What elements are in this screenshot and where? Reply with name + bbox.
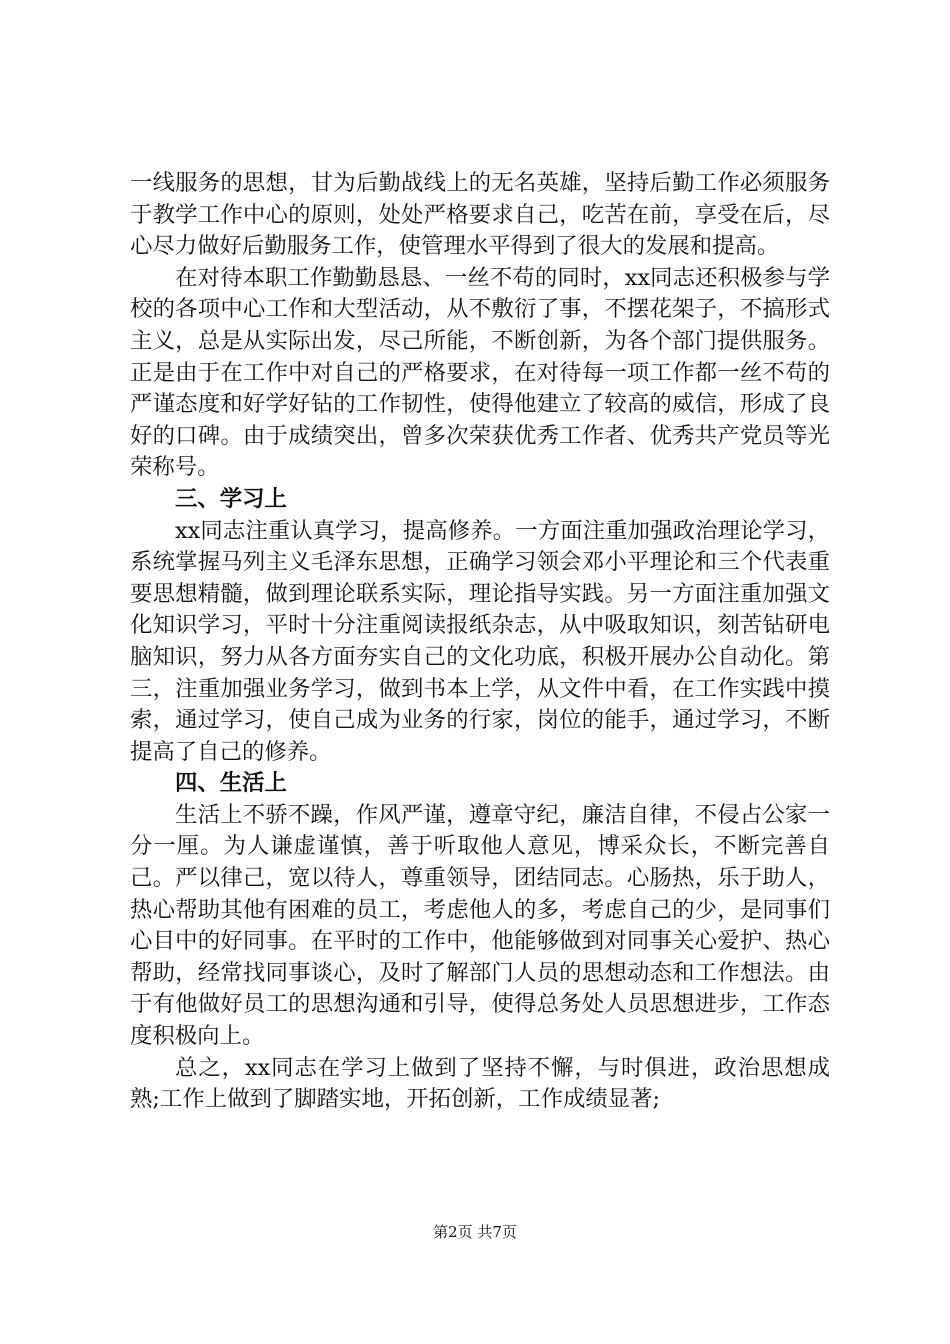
section-heading-life: 四、生活上 (175, 770, 287, 797)
paragraph-life: 生活上不骄不躁，作风严谨，遵章守纪，廉洁自律，不侵占公家一分一厘。为人谦虚谨慎，善于听取他人意见，博采众长，不断完善自己。严以律己，宽以待人，尊重领导，团结同志。心肠热，乐于助人，热心帮助其他有困难的员工，考虑他人的多，考虑自己的少，是同事们心目中的好同事。在平时的工作中，他能够做到对同事关心爱护、热心帮助，经常找同事谈心，及时了解部门人员的思想动态和工作想法。由于有他做好员工的思想沟通和引导，使得总务处人员思想进步，工作态度积极向上。 (130, 801, 830, 1050)
paragraph-work-attitude: 在对待本职工作勤勤恳恳、一丝不苟的同时，xx同志还积极参与学校的各项中心工作和大型活动，从不敷衍了事，不摆花架子，不搞形式主义，总是从实际出发，尽己所能，不断创新，为各个部门提供服务。正是由于在工作中对自己的严格要求，在对待每一项工作都一丝不苟的严谨态度和好学好钻的工作韧性，使得他建立了较高的威信，形成了良好的口碑。由于成绩突出，曾多次荣获优秀工作者、优秀共产党员等光荣称号。 (130, 264, 830, 481)
paragraph-study: xx同志注重认真学习，提高修养。一方面注重加强政治理论学习，系统掌握马列主义毛泽东思想，正确学习领会邓小平理论和三个代表重要思想精髓，做到理论联系实际，理论指导实践。另一方面注重加强文化知识学习，平时十分注重阅读报纸杂志，从中吸取知识，刻苦钻研电脑知识，努力从各方面夯实自己的文化功底，积极开展办公自动化。第三，注重加强业务学习，做到书本上学，从文件中看，在工作实践中摸索，通过学习，使自己成为业务的行家，岗位的能手，通过学习，不断提高了自己的修养。 (130, 517, 830, 765)
page-number-footer: 第2页 共7页 (433, 1223, 517, 1241)
section-heading-study: 三、学习上 (175, 485, 287, 512)
paragraph-service-thinking: 一线服务的思想，甘为后勤战线上的无名英雄，坚持后勤工作必须服务于教学工作中心的原则，处处严格要求自己，吃苦在前，享受在后，尽心尽力做好后勤服务工作，使管理水平得到了很大的发展和提高。 (130, 170, 830, 260)
document-body (130, 168, 830, 1116)
paragraph-summary: 总之，xx同志在学习上做到了坚持不懈，与时俱进，政治思想成熟;工作上做到了脚踏实地，开拓创新，工作成绩显著; (130, 1054, 830, 1113)
